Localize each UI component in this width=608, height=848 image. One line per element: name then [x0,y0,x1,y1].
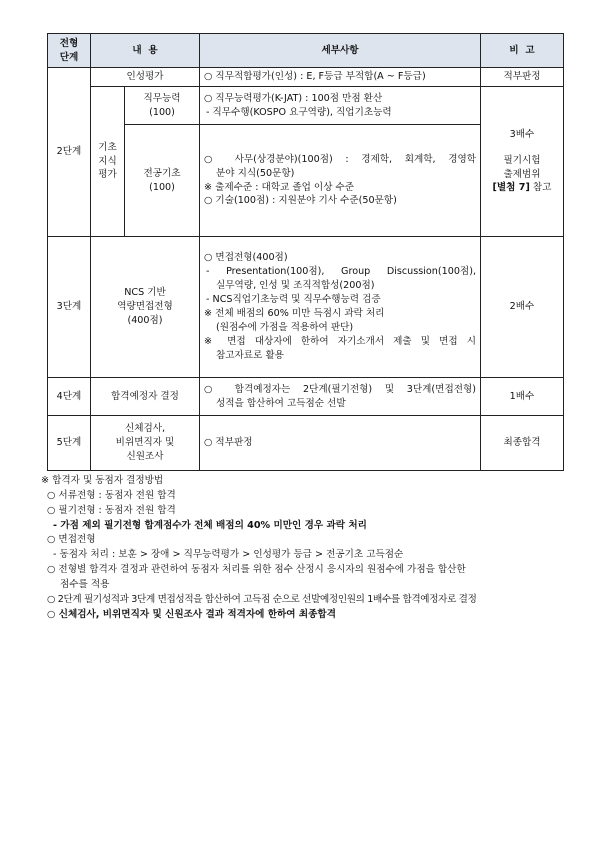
final-candidate-details: ○ 합격예정자는 2단계(필기전형) 및 3단계(면접전형) 성적을 합산하여 고득점순 선발 [200,378,481,416]
notes-title: ※ 합격자 및 동점자 결정방법 [41,475,164,486]
note-interview: ○ 면접전형 [47,534,96,546]
stage4-remark: 1배수 [481,378,564,416]
header-details: 세부사항 [200,34,481,68]
stage3-label: 3단계 [48,237,91,378]
major-basics-name: 전공기초 (100) [125,125,200,237]
table-row [48,68,564,87]
note-interview-tie: - 동점자 처리 : 보훈 > 장애 > 직무능력평가 > 인성평가 등급 > 전공기초 고득점순 [53,549,404,561]
header-remarks: 비 고 [481,34,564,68]
document [41,33,563,623]
personality-eval-remark: 적부판정 [481,68,564,87]
tie-break-notes [41,474,563,623]
final-candidate-name: 합격예정자 결정 [91,378,200,416]
personality-eval-detail: ○ 직무적합평가(인성) : E, F등급 부적합(A ~ F등급) [200,68,481,87]
interview-name: NCS 기반 역량면접전형 (400점) [91,237,200,378]
note-bonus: ○ 전형별 합격자 결정과 관련하여 동점자 처리를 위한 점수 산정시 응시자의 원점수에 가점을 합산한 [47,564,466,576]
table-row [48,416,564,471]
personality-eval-name: 인성평가 [91,68,200,87]
interview-details: ○ 면접전형(400점) - Presentation(100점), Group Discussion(100점), 실무역량, 인성 및 조직적합성(200점) - NCS직업기초능력 및 직무수행능력 검증 ※ 전체 배점의 60% 미만 득점시 과락 처리 (원점수에 가점을 적용하여 판단) ※ 면접 대상자에 한하여 자기소개서 제출 및 면접 시 참고자료로 활용 [200,237,481,378]
stage2-label: 2단계 [48,68,91,237]
note-document: ○ 서류전형 : 동점자 전원 합격 [47,489,176,501]
note-final-sum: ○ 2단계 필기성적과 3단계 면접성적을 합산하여 고득점 순으로 선발예정인원의 1배수를 합격예정자로 결정 [47,593,477,605]
stage5-remark: 최종합격 [481,416,564,471]
table-row [48,237,564,378]
table-row [48,378,564,416]
header-stage: 전형 단계 [48,34,91,68]
major-basics-details: ○ 사무(상경분야)(100점) : 경제학, 회계학, 경영학 분야 지식(50문항) ※ 출제수준 : 대학교 졸업 이상 수준 ○ 기술(100점) : 지원분야 기사 수준(50문항) [200,125,481,237]
header-content: 내 용 [91,34,200,68]
note-bonus-cont: 점수를 적용 [60,579,110,591]
stage4-label: 4단계 [48,378,91,416]
note-written-cutoff: - 가점 제외 필기전형 합계점수가 전체 배점의 40% 미만인 경우 과락 처리 [53,519,367,531]
basic-knowledge-group: 기초 지식 평가 [91,87,125,237]
selection-process-table [47,33,564,471]
stage3-remark: 2배수 [481,237,564,378]
table-row [48,87,564,125]
job-ability-details: ○ 직무능력평가(K-JAT) : 100점 만점 환산 - 직무수행(KOSPO 요구역량), 직업기초능력 [200,87,481,125]
background-check-detail: ○ 적부판정 [200,416,481,471]
header-row [48,34,564,68]
background-check-name: 신체검사, 비위면직자 및 신원조사 [91,416,200,471]
note-written: ○ 필기전형 : 동점자 전원 합격 [47,504,176,516]
job-ability-name: 직무능력 (100) [125,87,200,125]
stage5-label: 5단계 [48,416,91,471]
stage2-remark: 3배수 필기시험 출제범위 [별첨 7] 참고 [481,87,564,237]
note-final-pass: ○ 신체검사, 비위면직자 및 신원조사 결과 적격자에 한하여 최종합격 [47,608,336,620]
